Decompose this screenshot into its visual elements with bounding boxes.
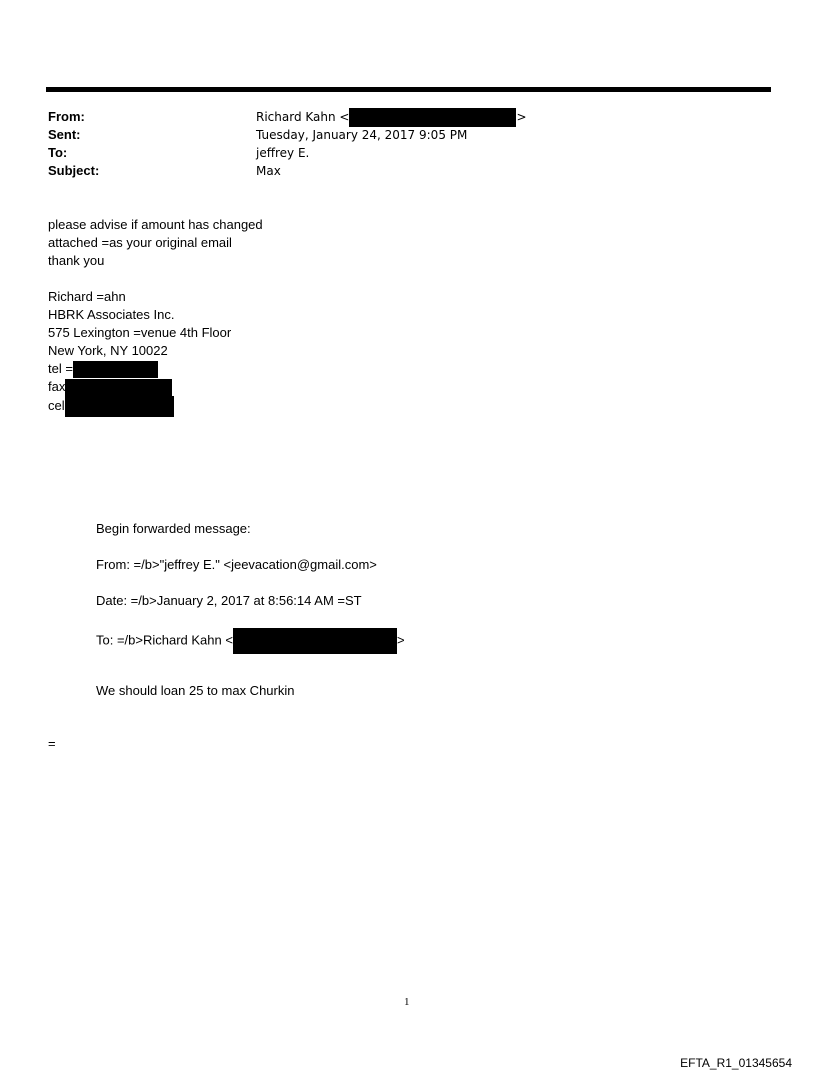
cel-label: cel — [48, 397, 65, 413]
from-close: > — [516, 110, 527, 124]
document-id: EFTA_R1_01345654 — [680, 1056, 792, 1070]
from-name: Richard Kahn < — [256, 110, 350, 124]
from-label: From: — [48, 109, 85, 124]
subject-label: Subject: — [48, 163, 100, 178]
forward-to-close: > — [396, 632, 405, 648]
redaction-box — [65, 396, 174, 417]
fax-label: fax — [48, 379, 66, 394]
header-rule — [46, 87, 771, 92]
forward-to-text: To: =/b>Richard Kahn < — [96, 632, 233, 648]
forward-date: Date: =/b>January 2, 2017 at 8:56:14 AM =ST — [96, 593, 362, 608]
forward-message: We should loan 25 to max Churkin — [96, 683, 295, 698]
redaction-box — [65, 379, 172, 397]
redaction-box — [349, 108, 516, 127]
from-value — [256, 108, 527, 127]
tel-label: tel = — [48, 361, 73, 376]
signature-line: HBRK Associates Inc. — [48, 307, 175, 322]
redaction-box — [73, 361, 158, 378]
email-body — [48, 216, 263, 414]
forward-intro: Begin forwarded message: — [96, 521, 251, 536]
fax-line — [48, 378, 263, 396]
forward-from: From: =/b>"jeffrey E." <jeevacation@gmail.com> — [96, 557, 377, 572]
cel-line — [48, 396, 263, 414]
sent-value: Tuesday, January 24, 2017 9:05 PM — [256, 128, 468, 142]
forward-to — [96, 628, 405, 654]
body-line: please advise if amount has changed — [48, 217, 263, 232]
body-line: thank you — [48, 253, 105, 268]
subject-value: Max — [256, 164, 281, 178]
to-value: jeffrey E. — [256, 146, 310, 160]
signature-line: 575 Lexington =venue 4th Floor — [48, 325, 232, 340]
signature-line: Richard =ahn — [48, 289, 126, 304]
sent-label: Sent: — [48, 127, 81, 142]
trailing-equals: = — [48, 736, 56, 751]
to-label: To: — [48, 145, 68, 160]
signature-line: New York, NY 10022 — [48, 343, 168, 358]
page-number: 1 — [404, 996, 410, 1008]
redaction-box — [233, 628, 397, 654]
tel-line — [48, 360, 263, 378]
body-line: attached =as your original email — [48, 235, 232, 250]
